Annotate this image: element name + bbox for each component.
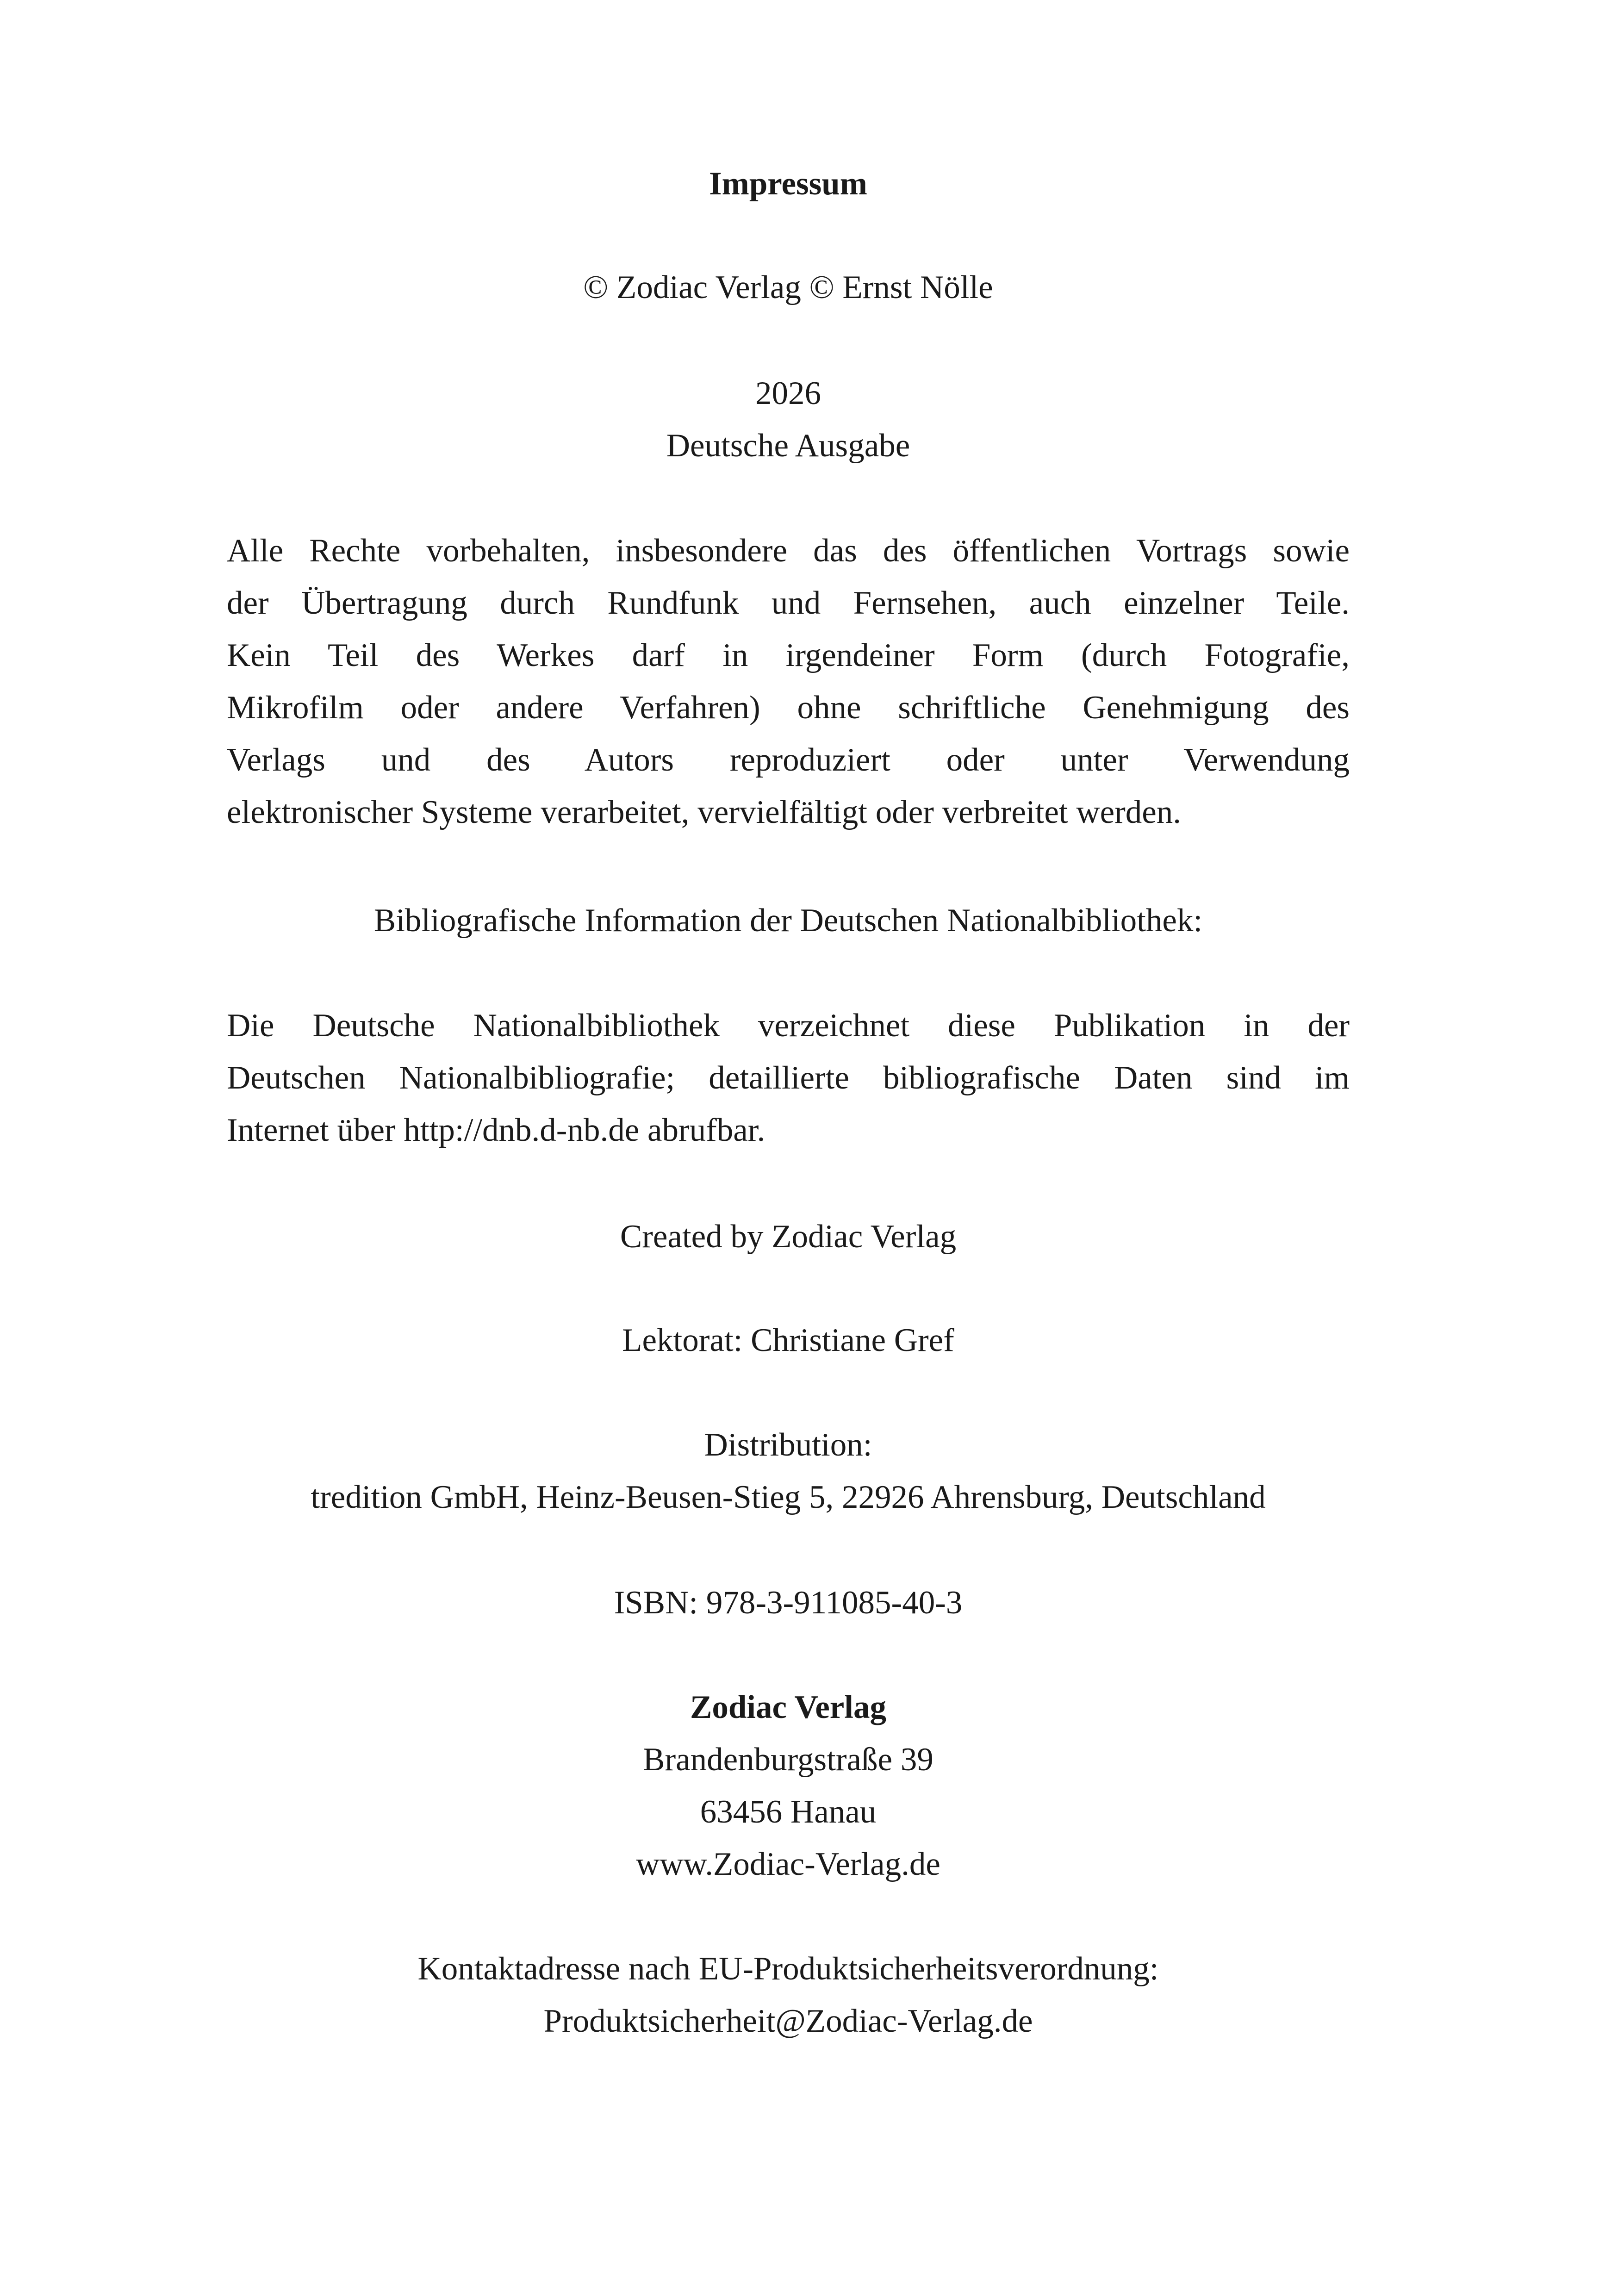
imprint-heading: Impressum xyxy=(709,166,867,202)
rights-line: elektronischer Systeme verarbeitet, vervielfältigt oder verbreitet werden. xyxy=(227,794,1182,830)
copyright-line: © Zodiac Verlag © Ernst Nölle xyxy=(583,269,993,305)
bibliographic-paragraph xyxy=(227,1000,1350,1157)
distribution-label: Distribution: xyxy=(704,1427,872,1463)
bibliographic-line: Die Deutsche Nationalbibliothek verzeichnet diese Publikation in der xyxy=(227,1008,1350,1044)
rights-line: Verlags und des Autors reproduziert oder unter Verwendung xyxy=(227,742,1350,778)
publisher-city: 63456 Hanau xyxy=(700,1794,877,1830)
rights-line: Kein Teil des Werkes darf in irgendeiner Form (durch Fotografie, xyxy=(227,637,1350,673)
bibliographic-heading: Bibliografische Information der Deutschen Nationalbibliothek: xyxy=(373,902,1203,939)
publisher-website: www.Zodiac-Verlag.de xyxy=(636,1846,940,1882)
rights-line: Mikrofilm oder andere Verfahren) ohne schriftliche Genehmigung des xyxy=(227,690,1350,726)
rights-paragraph xyxy=(227,525,1350,839)
publisher-street: Brandenburgstraße 39 xyxy=(643,1742,933,1778)
rights-line: der Übertragung durch Rundfunk und Fernsehen, auch einzelner Teile. xyxy=(227,585,1350,621)
publisher-name: Zodiac Verlag xyxy=(690,1689,887,1725)
bibliographic-line: Internet über http://dnb.d-nb.de abrufbar. xyxy=(227,1112,765,1148)
rights-line: Alle Rechte vorbehalten, insbesondere das des öffentlichen Vortrags sowie xyxy=(227,533,1350,569)
distribution-address: tredition GmbH, Heinz-Beusen-Stieg 5, 22926 Ahrensburg, Deutschland xyxy=(311,1479,1266,1515)
bibliographic-line: Deutschen Nationalbibliografie; detaillierte bibliografische Daten sind im xyxy=(227,1060,1350,1096)
contact-label: Kontaktadresse nach EU-Produktsicherheitsverordnung: xyxy=(417,1951,1159,1987)
isbn-line: ISBN: 978-3-911085-40-3 xyxy=(614,1585,963,1621)
edition-year: 2026 xyxy=(755,375,821,411)
contact-email: Produktsicherheit@Zodiac-Verlag.de xyxy=(543,2003,1033,2039)
editor-line: Lektorat: Christiane Gref xyxy=(622,1322,954,1358)
created-by-line: Created by Zodiac Verlag xyxy=(620,1219,957,1255)
edition-label: Deutsche Ausgabe xyxy=(666,428,910,464)
